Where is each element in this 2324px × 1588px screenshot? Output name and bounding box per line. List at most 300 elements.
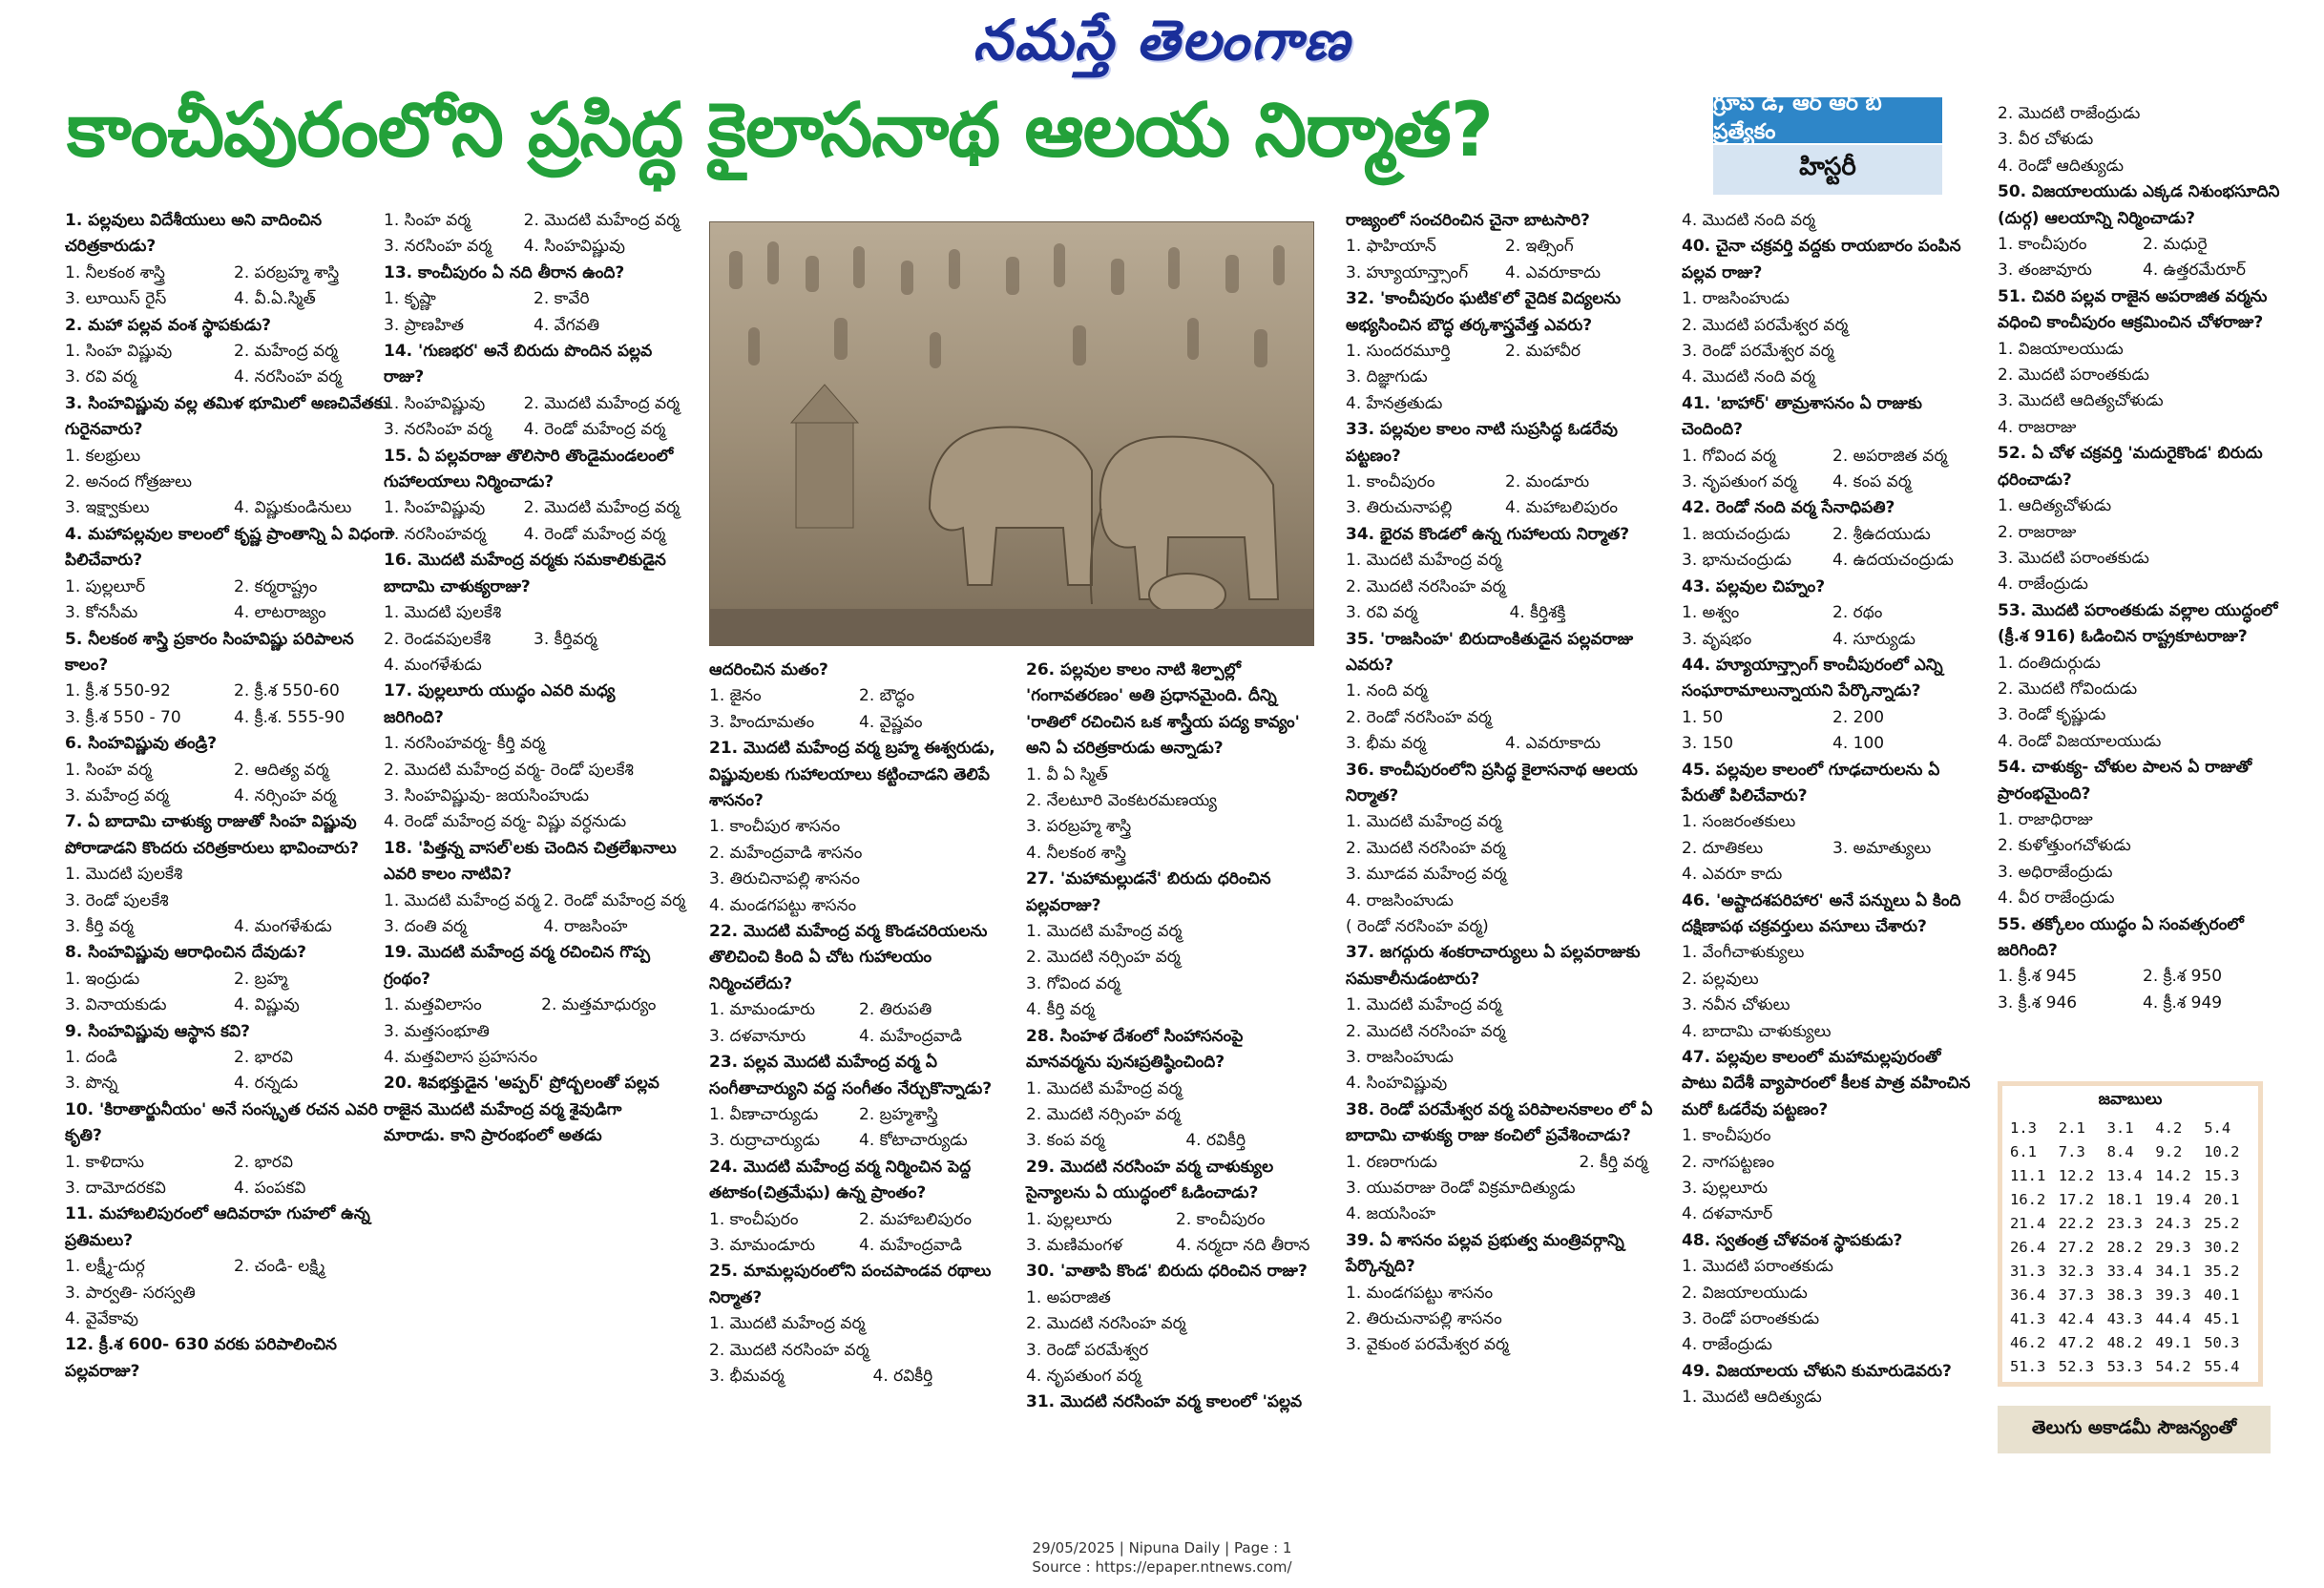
question-block: [384, 940, 680, 1071]
option-list: [1998, 232, 2284, 284]
courtesy-note: తెలుగు అకాడమీ సౌజన్యంతో: [1998, 1406, 2271, 1453]
option-text: [234, 470, 399, 495]
option-text: [2143, 886, 2284, 911]
option-text: [866, 893, 1005, 919]
option-text: [1185, 919, 1322, 945]
option-text: 3. మత్తసంభూతి: [384, 1021, 490, 1041]
option-text: 4. రన్నడు: [234, 1074, 299, 1094]
answer-cell: 29.3: [2155, 1239, 2191, 1256]
question-text: 21. మొదటి మహేంద్ర వర్మ బ్రహ్మ ఈశ్వరుడు, విష్ణువులకు గుహాలయాలు కట్టించాడని తెలిపే శాసనం?: [709, 739, 995, 811]
question-text: 22. మొదటి మహేంద్ర వర్మ కొండచరియలను తొలిచించి కింది ఏ చోట గుహాలయం నిర్మించలేదు?: [709, 922, 988, 993]
question-block: [709, 1155, 1005, 1260]
option-list: [384, 731, 680, 836]
question-block: [1346, 417, 1661, 522]
answer-cell: 19.4: [2155, 1191, 2191, 1208]
option-text: [1832, 1201, 1979, 1227]
question-text: 46. 'అష్టాదశపరిహార' అనే పన్నులు ఏ కింది దక్షిణాపథ చక్రవర్తులు వసూలు చేశారు?: [1682, 890, 1961, 936]
option-list: [709, 814, 1005, 919]
question-text: 23. పల్లవ మొదటి మహేంద్ర వర్మ ఏ సంగీతాచార్యుని వద్ద సంగీతం నేర్చుకొన్నాడు?: [709, 1053, 993, 1098]
option-text: [1190, 1338, 1323, 1364]
option-text: 3. కంప వర్మ: [1026, 1131, 1105, 1151]
option-text: 2. ఇత్సింగ్: [1505, 237, 1574, 257]
option-text: 4. విష్ణుకుండినులు: [234, 498, 352, 518]
option-text: 3. తిరుచినాపల్లి శాసనం: [709, 869, 860, 889]
answer-cell: 41.3: [2010, 1310, 2046, 1327]
option-text: 3. రెండో పులకేశి: [65, 890, 169, 910]
option-text: 3. ఇక్ష్వాకులు: [65, 498, 150, 518]
answer-cell: 50.3: [2204, 1334, 2240, 1351]
option-text: 4. వైష్ణవం: [859, 712, 923, 732]
option-text: 3. దిజ్ఞాగుడు: [1346, 367, 1428, 387]
option-text: 4. క్రీ.శ 949: [2143, 992, 2223, 1013]
question-text: 41. 'బాహార్' తామ్రశాసనం ఏ రాజుకు చెందింది?: [1682, 393, 1922, 440]
option-text: 3. నరసింహ వర్మ: [384, 420, 492, 440]
answer-cell: 32.3: [2058, 1263, 2095, 1280]
option-text: 4. నరసింహ వర్మ: [234, 367, 343, 387]
question-block: [1346, 627, 1661, 758]
answer-cell: 43.3: [2106, 1310, 2143, 1327]
option-text: 4. దళవానూర్: [1682, 1204, 1773, 1224]
option-text: 3. కోనసీమ: [65, 603, 138, 623]
option-text: 1. కృష్ణా: [384, 289, 436, 309]
answer-cell: 36.4: [2010, 1286, 2046, 1304]
option-list: [709, 1311, 1005, 1390]
option-list: [384, 208, 680, 261]
answer-cell: 3.1: [2106, 1119, 2134, 1137]
option-text: 2. మొదటి నరసింహ వర్మ: [1346, 838, 1506, 858]
option-text: 2. చండి- లక్ష్మి: [234, 1257, 325, 1277]
option-list: [1682, 809, 1979, 888]
question-block: [709, 919, 1005, 1050]
question-block: [1026, 1155, 1322, 1260]
question-block: [1998, 755, 2284, 911]
question-block: [1998, 101, 2284, 179]
option-text: 3. కీర్తివర్మ: [534, 629, 597, 649]
option-text: 4. మొదటి నంది వర్మ: [1682, 367, 1815, 387]
option-text: 4. రెండో మహేంద్ర వర్మ: [523, 420, 666, 440]
question-text: 39. ఏ శాసనం పల్లవ ప్రభుత్వ మంత్రివర్గాన్ని పేర్కొన్నది?: [1346, 1230, 1624, 1277]
answer-cell: 15.3: [2204, 1167, 2240, 1184]
option-text: 4. కంప వర్మ: [1832, 472, 1912, 492]
question-block: [1346, 1228, 1661, 1359]
option-list: [1998, 651, 2284, 756]
question-text: 26. పల్లవుల కాలం నాటి శిల్పాల్లో 'గంగావతరణం' అతి ప్రధానమైంది. దీన్ని 'రాతిలో రచించిన ఒక శాస్త్రీయ పద్య కావ్యం' అని ఏ చరిత్రకారుడు అన్నాడు?: [1026, 660, 1300, 759]
option-text: 1. మొదటి పరాంతకుడు: [1682, 1257, 1833, 1277]
question-text: 40. చైనా చక్రవర్తి వద్దకు రాయబారం పంపిన పల్లవ రాజు?: [1682, 237, 1961, 282]
option-text: 1. ఇంద్రుడు: [65, 969, 140, 989]
option-text: 1. మొదటి మహేంద్ర వర్మ: [1346, 995, 1502, 1015]
option-text: [1505, 679, 1661, 704]
option-text: 1. క్రీ.శ 550-92: [65, 681, 171, 701]
question-text: 44. హ్యూయాన్త్సాంగ్ కాంచీపురంలో ఎన్ని సంఘారామాలున్నాయని పేర్కొన్నాడు?: [1682, 655, 1943, 701]
question-text: రాజ్యంలో సంచరించిన చైనా బాటసారి?: [1346, 211, 1590, 230]
question-block: [1682, 1045, 1979, 1228]
question-block: [65, 1097, 399, 1202]
option-text: [1505, 391, 1661, 417]
question-block: [1026, 867, 1322, 1023]
option-text: 3. గోవింద వర్మ: [1026, 973, 1120, 993]
option-text: 4. మహేంద్రవాడి: [859, 1026, 963, 1046]
option-list: [65, 575, 399, 627]
option-text: 2. బౌద్ధం: [859, 686, 915, 706]
question-block: [65, 313, 399, 391]
option-text: [2165, 651, 2284, 677]
option-text: 3. మహేంద్ర వర్మ: [65, 785, 169, 805]
option-text: ( రెండో నరసింహ వర్మ): [1346, 916, 1489, 936]
option-text: 3. పొన్న: [65, 1074, 118, 1094]
option-list: [384, 600, 680, 679]
question-block: [384, 339, 680, 444]
option-text: 2. మొదటి నరసింహ వర్మ: [709, 1340, 869, 1360]
option-text: [2144, 154, 2284, 179]
option-text: [1190, 1285, 1323, 1311]
option-list: [65, 862, 399, 940]
option-text: 3. భీమ వర్మ: [1346, 734, 1427, 754]
option-text: 1. సంజరంతకులు: [1682, 812, 1796, 832]
option-list: [1682, 705, 1979, 758]
option-text: 4. క్రీ.శ. 555-90: [234, 707, 345, 727]
option-text: 3. మొదటి పరాంతకుడు: [1998, 548, 2149, 568]
option-text: 4. సింహవిష్ణువు: [523, 237, 625, 257]
option-list: [65, 1045, 399, 1097]
question-text: 37. జగద్గురు శంకరాచార్యులు ఏ పల్లవరాజుకు సమకాలీనుడంటారు?: [1346, 943, 1641, 989]
option-text: [1505, 705, 1661, 731]
question-text: 45. పల్లవుల కాలంలో గూఢచారులను ఏ పేరుతో పిలిచేవారు?: [1682, 760, 1940, 805]
question-text: 12. క్రీ.శ 600- 630 వరకు పరిపాలించిన పల్లవరాజు?: [65, 1335, 337, 1381]
option-text: 2. తిరుచునాపల్లి శాసనం: [1346, 1309, 1502, 1329]
option-list: [709, 1207, 1005, 1260]
option-text: 1. మొదటి పులకేశి: [65, 865, 183, 885]
answer-cell: 46.2: [2010, 1334, 2046, 1351]
question-text: 13. కాంచీపురం ఏ నది తీరాన ఉంది?: [384, 262, 625, 282]
option-text: 2. బ్రహ్మశాస్త్రి: [859, 1104, 938, 1124]
answer-cell: 17.2: [2058, 1191, 2095, 1208]
option-text: [1580, 1201, 1662, 1227]
option-list: [65, 1150, 399, 1202]
question-text: 50. విజయాలయుడు ఎక్కడ నిశుంభసూదిని (దుర్గ) ఆలయాన్ని నిర్మించాడు?: [1998, 182, 2280, 228]
question-text: 16. మొదటి మహేంద్ర వర్మకు సమకాలికుడైన బాదామి చాళుక్యరాజు?: [384, 551, 666, 596]
sculpture-photo: [709, 221, 1314, 646]
option-list: [1682, 1123, 1979, 1228]
option-list: [1026, 763, 1322, 867]
option-text: 1. మొదటి మహేంద్ర వర్మ: [1026, 1078, 1183, 1098]
question-text: 6. సింహవిష్ణువు తండ్రి?: [65, 734, 218, 754]
option-text: 4. రాజేంద్రుడు: [1682, 1335, 1772, 1355]
option-text: 2. ఆదిత్య వర్మ: [234, 760, 329, 780]
option-text: 1. రాజసింహుడు: [1682, 289, 1790, 309]
option-text: 3. యువరాజు రెండో విక్రమాదిత్యుడు: [1346, 1179, 1576, 1199]
question-block: [65, 208, 399, 313]
answer-grid: [2002, 1113, 2258, 1379]
option-text: [1185, 1076, 1322, 1102]
option-text: 4. సూర్యుడు: [1832, 629, 1916, 649]
option-text: 3. రెండో కృష్ణుడు: [1998, 705, 2106, 725]
option-text: 3. రెండో పరాంతకుడు: [1682, 1309, 1820, 1329]
option-text: 4. మొదటి నంది వర్మ: [1682, 211, 1815, 230]
option-text: 1. మొదటి మహేంద్ర వర్మ: [1346, 551, 1502, 571]
question-text: 27. 'మహామల్లుడనే' బిరుదు ధరించిన పల్లవరాజు?: [1026, 869, 1271, 915]
option-text: 4. రాజేంద్రుడు: [1998, 575, 2088, 595]
option-text: [2153, 520, 2284, 546]
column-6: [1682, 208, 1979, 1411]
headline: కాంచీపురంలోని ప్రసిద్ధ కైలాసనాథ ఆలయ నిర్మాత?: [67, 88, 1493, 174]
option-text: [1852, 313, 1979, 339]
question-text: 15. ఏ పల్లవరాజు తొలిసారి తొండైమండలంలో గుహాలయాలు నిర్మించాడు?: [384, 446, 674, 492]
option-text: 4. మంగళేశుడు: [384, 655, 482, 675]
question-block: [65, 1019, 399, 1097]
option-text: [1835, 940, 1979, 966]
question-text: 53. మొదటి పరాంతకుడు వల్లాల యుద్ధంలో (క్రీ.శ 916) ఓడించిన రాష్ట్రకూటరాజు?: [1998, 600, 2278, 647]
answer-cell: 37.3: [2058, 1286, 2095, 1304]
option-text: 3. నవీన చోళులు: [1682, 995, 1790, 1015]
option-text: [2165, 677, 2284, 702]
option-text: 4. ఎవరూ కాదు: [1682, 865, 1783, 885]
option-text: [1835, 992, 1979, 1018]
answer-cell: 23.3: [2106, 1215, 2143, 1232]
answer-key: [1998, 1081, 2263, 1387]
option-text: [234, 1306, 399, 1332]
question-block: [709, 1259, 1005, 1390]
option-text: 2. రెండో మహేంద్ర వర్మ: [543, 890, 685, 910]
option-text: 4. వేగవతి: [534, 315, 600, 335]
option-list: [1346, 679, 1661, 757]
option-text: 1. మొదటి ఆదిత్యుడు: [1682, 1388, 1822, 1408]
answer-cell: 4.2: [2155, 1119, 2183, 1137]
option-text: [1510, 809, 1661, 835]
option-text: 1. జైనం: [709, 686, 762, 706]
option-text: 2. కావేరి: [534, 289, 590, 309]
option-list: [1346, 548, 1661, 626]
question-block: [384, 261, 680, 339]
answer-cell: 18.1: [2106, 1191, 2143, 1208]
answer-cell: 27.2: [2058, 1239, 2095, 1256]
option-text: 4. రవికీర్తి: [1185, 1131, 1246, 1151]
option-text: 3. పుల్లలూరు: [1682, 1179, 1769, 1199]
option-text: 3. రెండో పరమేశ్వర: [1026, 1340, 1149, 1360]
option-text: 1. కలభ్రులు: [65, 446, 141, 466]
question-block: [1026, 1024, 1322, 1155]
option-text: [2167, 337, 2284, 363]
option-text: 2. మొదటి మహేంద్ర వర్మ: [523, 393, 680, 413]
option-list: [1346, 809, 1661, 940]
option-text: [1190, 1364, 1323, 1390]
option-text: 4. ఉత్తరమేరూర్: [2143, 261, 2247, 281]
option-text: 2. పల్లవులు: [1682, 969, 1759, 989]
option-text: [2153, 493, 2284, 519]
question-block: [1026, 658, 1322, 867]
option-text: 3. నృపతుంగ వర్మ: [1682, 472, 1797, 492]
option-text: 2. మహావీర: [1505, 342, 1581, 362]
option-text: 3. అధిరాజేంద్రుడు: [1998, 862, 2113, 882]
question-block: [1682, 575, 1979, 653]
option-text: 1. మామండూరు: [709, 1000, 816, 1020]
option-text: [1837, 1281, 1979, 1306]
option-list: [65, 967, 399, 1019]
option-list: [1682, 286, 1979, 391]
option-list: [1682, 522, 1979, 575]
option-text: [541, 1045, 680, 1071]
option-text: [2165, 702, 2284, 728]
option-text: 2. మత్తమాధుర్యం: [541, 995, 657, 1015]
option-text: 2. క్రీ.శ 950: [2143, 967, 2223, 987]
option-text: [1510, 914, 1661, 940]
question-block: [65, 809, 399, 940]
option-text: 3. వృషభం: [1682, 629, 1752, 649]
option-text: 4. మహేంద్రవాడి: [859, 1235, 963, 1255]
answer-cell: 13.4: [2106, 1167, 2143, 1184]
option-text: 1. రాజాధిరాజు: [1998, 809, 2093, 829]
option-text: [1185, 1102, 1322, 1128]
answer-cell: 22.2: [2058, 1215, 2095, 1232]
option-text: [1832, 208, 1979, 234]
question-block: [1346, 758, 1661, 941]
question-text: 35. 'రాజసింహ' బిరుదాంకితుడైన పల్లవరాజు ఎవరు?: [1346, 629, 1634, 675]
option-text: [2165, 729, 2284, 755]
question-text: 4. మహాపల్లవుల కాలంలో కృష్ణ ప్రాంతాన్ని ఏ విధంగా పిలిచేవారు?: [65, 524, 395, 571]
option-text: [2143, 807, 2284, 833]
option-text: 2. భారవి: [234, 1048, 294, 1067]
answer-cell: 2.1: [2058, 1119, 2085, 1137]
option-text: [1510, 862, 1661, 888]
question-block: [65, 731, 399, 809]
answer-cell: 21.4: [2010, 1215, 2046, 1232]
answer-cell: 20.1: [2204, 1191, 2240, 1208]
column-4: [1026, 658, 1322, 1416]
answer-cell: 7.3: [2058, 1143, 2085, 1160]
option-text: [1221, 763, 1322, 788]
option-text: 4. విష్ణువు: [234, 995, 300, 1015]
option-list: [1682, 444, 1979, 496]
option-text: 2. మొదటి నర్సింహ వర్మ: [1026, 948, 1181, 968]
option-text: [1190, 1311, 1323, 1337]
question-text: 8. సింహవిష్ణువు ఆరాధించిన దేవుడు?: [65, 943, 307, 963]
option-text: 1. కాంచీపుర శాసనం: [709, 817, 841, 837]
option-text: 2. కర్మరాష్ట్రం: [234, 576, 318, 596]
option-text: 2. రాజరాజు: [1998, 522, 2077, 542]
option-text: [1185, 945, 1322, 971]
subject-label: హిస్టరీ: [1713, 145, 1942, 195]
option-text: 1. సుందరమూర్తి: [1346, 342, 1451, 362]
question-text: 36. కాంచీపురంలోని ప్రసిద్ధ కైలాసనాథ ఆలయ నిర్మాత?: [1346, 760, 1638, 805]
option-text: 2. మొదటి పరమేశ్వర వర్మ: [1682, 315, 1849, 335]
option-text: 1. సింహవిష్ణువు: [384, 393, 486, 413]
option-text: 4. రాజసింహ: [543, 916, 628, 936]
option-list: [1346, 339, 1661, 417]
option-text: 2. విజయాలయుడు: [1682, 1283, 1808, 1303]
option-text: [1513, 1281, 1661, 1306]
option-text: 1. కాంచీపురం: [1682, 1126, 1771, 1146]
option-text: [2143, 833, 2284, 859]
option-list: [709, 683, 1005, 736]
option-text: [2167, 415, 2284, 441]
option-text: [1580, 1176, 1662, 1201]
option-text: [1510, 888, 1661, 914]
question-block: [1998, 179, 2284, 284]
answer-cell: 5.4: [2204, 1119, 2231, 1137]
option-text: 3. రవి వర్మ: [65, 367, 137, 387]
answer-cell: 47.2: [2058, 1334, 2095, 1351]
option-text: [873, 1311, 1006, 1337]
answer-cell: 51.3: [2010, 1358, 2046, 1375]
question-block: [384, 679, 680, 835]
answer-cell: 42.4: [2058, 1310, 2095, 1327]
option-text: 1. గోవింద వర్మ: [1682, 446, 1776, 466]
option-list: [1682, 600, 1979, 653]
question-text: 55. తక్కోలం యుద్ధం ఏ సంవత్సరంలో జరిగింది?: [1998, 914, 2244, 960]
option-list: [1346, 1281, 1661, 1359]
option-text: 2. మొదటి నరసింహ వర్మ: [1026, 1314, 1186, 1334]
question-block: [384, 1071, 680, 1149]
option-text: 1. రణరాగుడు: [1346, 1152, 1437, 1172]
question-text: 54. చాళుక్య- చోళుల పాలన ఏ రాజుతో ప్రారంభమైంది?: [1998, 758, 2252, 804]
question-block: [1346, 208, 1661, 286]
option-list: [65, 339, 399, 391]
question-text: 52. ఏ చోళ చక్రవర్తి 'మదురైకొండ' బిరుదు ధరించాడు?: [1998, 444, 2263, 490]
option-text: 2. మొదటి గోవిందుడు: [1998, 679, 2138, 699]
question-block: [65, 1201, 399, 1332]
option-list: [384, 992, 680, 1071]
option-text: 2. భారవి: [234, 1152, 294, 1172]
question-block: [1026, 1259, 1322, 1390]
answer-cell: 52.3: [2058, 1358, 2095, 1375]
option-text: 3. 150: [1682, 734, 1734, 754]
option-text: [234, 1281, 399, 1306]
answer-cell: 45.1: [2204, 1310, 2240, 1327]
option-text: 2. తిరుపతి: [859, 1000, 932, 1020]
option-text: 1. మత్తవిలాసం: [384, 995, 482, 1015]
question-text: 48. స్వతంత్ర చోళవంశ స్థాపకుడు?: [1682, 1230, 1903, 1250]
option-text: [1835, 1019, 1979, 1045]
option-text: [1185, 997, 1322, 1023]
option-text: 2. శ్రీఉదయుడు: [1832, 524, 1931, 544]
option-text: [2144, 127, 2284, 153]
option-text: 1. మొదటి మహేంద్ర వర్మ: [384, 890, 540, 910]
option-text: [1510, 836, 1661, 862]
option-text: 1. మండగపట్టు శాసనం: [1346, 1283, 1494, 1303]
option-text: 3. ప్రాణహిత: [384, 315, 464, 335]
option-list: [1998, 964, 2284, 1016]
answer-cell: 39.3: [2155, 1286, 2191, 1304]
question-text: ఆదరించిన మతం?: [709, 660, 828, 679]
option-text: 2. అనంద గోత్రజులు: [65, 472, 193, 492]
question-block: [1682, 391, 1979, 496]
option-text: [1832, 809, 1979, 835]
option-text: 1. వీ ఏ స్మిత్: [1026, 764, 1108, 784]
option-text: 2. మొదటి రాజేంద్రుడు: [1998, 104, 2141, 123]
option-text: 1. సింహవిష్ణువు: [384, 498, 486, 518]
option-text: 4. నర్సింహ వర్మ: [234, 785, 337, 805]
question-text: 14. 'గుణభర' అనే బిరుదు పొందిన పల్లవ రాజు?: [384, 342, 653, 387]
question-text: 28. సింహళ దేశంలో సింహాసనంపై మానవర్మను పునఃప్రతిష్ఠించింది?: [1026, 1026, 1244, 1073]
option-text: [534, 653, 680, 679]
option-text: [1221, 841, 1322, 867]
option-list: [65, 1254, 399, 1332]
option-text: 2. రెండో నరసింహ వర్మ: [1346, 707, 1492, 727]
question-block: [65, 940, 399, 1018]
option-text: 1. కాంచీపురం: [1998, 235, 2087, 255]
option-text: 1. లక్ష్మీ-దుర్గ: [65, 1257, 145, 1277]
option-text: [1513, 1332, 1661, 1358]
option-text: 3. వినాయకుడు: [65, 995, 167, 1015]
option-text: 1. కాంచీపురం: [709, 1209, 799, 1229]
option-text: 2. మధురై: [2143, 235, 2208, 255]
question-block: [65, 522, 399, 627]
option-text: 2. మండూరు: [1505, 472, 1590, 492]
option-text: [1832, 1123, 1979, 1149]
option-text: 1. పుల్లలూర్: [65, 576, 146, 596]
question-text: 34. భైరవ కొండలో ఉన్న గుహాలయ నిర్మాత?: [1346, 524, 1630, 544]
option-text: 1. మొదటి మహేంద్ర వర్మ: [1026, 922, 1183, 942]
